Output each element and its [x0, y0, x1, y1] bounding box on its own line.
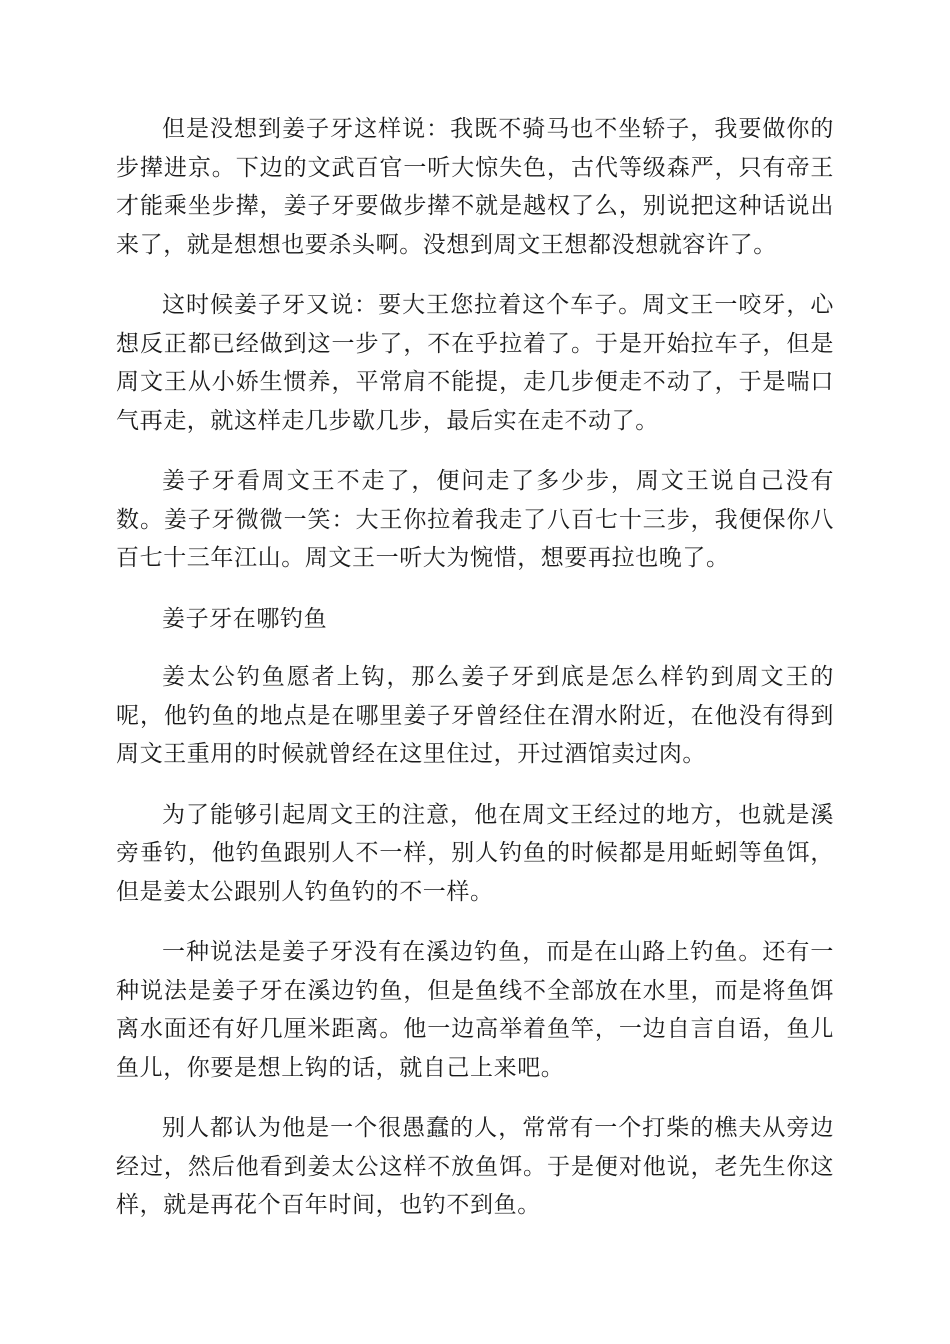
paragraph-4: 姜太公钓鱼愿者上钩，那么姜子牙到底是怎么样钓到周文王的呢，他钓鱼的地点是在哪里姜子牙曾经住在渭水附近，在他没有得到周文王重用的时候就曾经在这里住过，开过酒馆卖过肉。: [116, 664, 834, 767]
paragraph-5: 为了能够引起周文王的注意，他在周文王经过的地方，也就是溪旁垂钓，他钓鱼跟别人不一样，别人钓鱼的时候都是用蚯蚓等鱼饵，但是姜太公跟别人钓鱼钓的不一样。: [116, 801, 834, 905]
section-heading: 姜子牙在哪钓鱼: [162, 605, 328, 632]
paragraph-2: 这时候姜子牙又说：要大王您拉着这个车子。周文王一咬牙，心想反正都已经做到这一步了，不在乎拉着了。于是开始拉车子，但是周文王从小娇生惯养，平常肩不能提，走几步便走不动了，于是喘口气再走，就这样走几步歇几步，最后实在走不动了。: [116, 292, 834, 434]
paragraph-3: 姜子牙看周文王不走了，便问走了多少步，周文王说自己没有数。姜子牙微微一笑：大王你拉着我走了八百七十三步，我便保你八百七十三年江山。周文王一听大为惋惜，想要再拉也晚了。: [116, 468, 834, 571]
paragraph-1: 但是没想到姜子牙这样说：我既不骑马也不坐轿子，我要做你的步撵进京。下边的文武百官一听大惊失色，古代等级森严，只有帝王才能乘坐步撵，姜子牙要做步撵不就是越权了么，别说把这种话说出来了，就是想想也要杀头啊。没想到周文王想都没想就容许了。: [116, 116, 834, 258]
paragraph-6: 一种说法是姜子牙没有在溪边钓鱼，而是在山路上钓鱼。还有一种说法是姜子牙在溪边钓鱼，但是鱼线不全部放在水里，而是将鱼饵离水面还有好几厘米距离。他一边高举着鱼竿，一边自言自语，鱼儿鱼儿，你要是想上钩的话，就自己上来吧。: [116, 939, 834, 1081]
document-body: [116, 110, 834, 1247]
paragraph-7: 别人都认为他是一个很愚蠢的人，常常有一个打柴的樵夫从旁边经过，然后他看到姜太公这样不放鱼饵。于是便对他说，老先生你这样，就是再花个百年时间，也钓不到鱼。: [116, 1115, 834, 1218]
